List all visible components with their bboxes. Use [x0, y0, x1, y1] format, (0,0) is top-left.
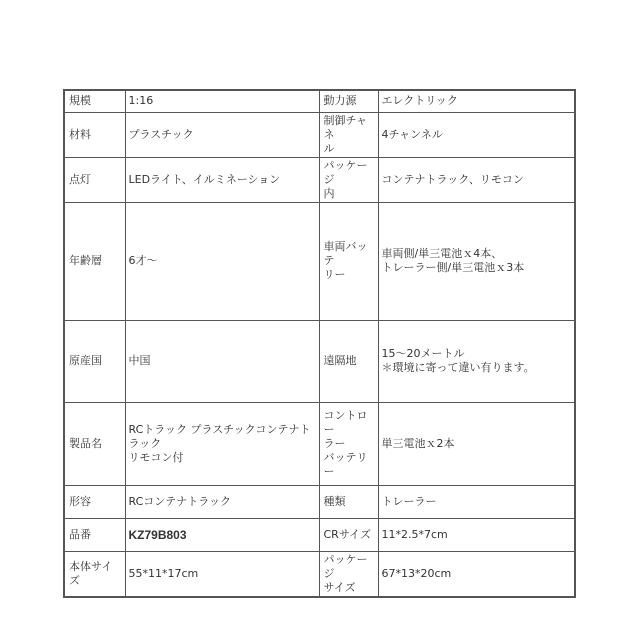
- power-source-label: 動力源: [319, 90, 378, 112]
- package-size-value: 67*13*20cm: [378, 551, 575, 597]
- table-row: [64, 112, 575, 157]
- type-label: 種類: [319, 485, 378, 518]
- cr-size-label: CRサイズ: [319, 518, 378, 551]
- control-channel-value: 4チャンネル: [378, 112, 575, 157]
- cr-size-value: 11*2.5*7cm: [378, 518, 575, 551]
- table-row: [64, 485, 575, 518]
- table-row: [64, 551, 575, 597]
- type-value: トレーラー: [378, 485, 575, 518]
- lighting-value: LEDライト、イルミネーション: [125, 157, 319, 202]
- material-label: 材料: [64, 112, 125, 157]
- description-value: RCコンテナトラック: [125, 485, 319, 518]
- control-channel-label: 制御チャネ ル: [319, 112, 378, 157]
- table-row: [64, 157, 575, 202]
- power-source-value: エレクトリック: [378, 90, 575, 112]
- product-name-label: 製品名: [64, 402, 125, 485]
- package-contents-label: パッケージ 内: [319, 157, 378, 202]
- controller-battery-label: コントロー ラー バッテリー: [319, 402, 378, 485]
- table-row: [64, 320, 575, 402]
- age-range-value: 6才～: [125, 202, 319, 320]
- material-value: プラスチック: [125, 112, 319, 157]
- product-name-value: RCトラック プラスチックコンテナトラック リモコン付: [125, 402, 319, 485]
- scale-label: 規模: [64, 90, 125, 112]
- table-row: [64, 202, 575, 320]
- remote-range-value: 15～20メートル ＊環境に寄って違い有ります。: [378, 320, 575, 402]
- package-size-label: パッケージ サイズ: [319, 551, 378, 597]
- body-size-label: 本体サイズ: [64, 551, 125, 597]
- lighting-label: 点灯: [64, 157, 125, 202]
- table-row: [64, 518, 575, 551]
- table-row: [64, 90, 575, 112]
- vehicle-battery-label: 車両バッテ リー: [319, 202, 378, 320]
- controller-battery-value: 単三電池ｘ2本: [378, 402, 575, 485]
- package-contents-value: コンテナトラック、リモコン: [378, 157, 575, 202]
- origin-country-label: 原産国: [64, 320, 125, 402]
- model-number-label: 品番: [64, 518, 125, 551]
- body-size-value: 55*11*17cm: [125, 551, 319, 597]
- remote-range-label: 遠隔地: [319, 320, 378, 402]
- description-label: 形容: [64, 485, 125, 518]
- product-spec-table: [63, 89, 576, 598]
- age-range-label: 年齢層: [64, 202, 125, 320]
- origin-country-value: 中国: [125, 320, 319, 402]
- table-row: [64, 402, 575, 485]
- model-number-value: KZ79B803: [125, 518, 319, 551]
- scale-value: 1:16: [125, 90, 319, 112]
- vehicle-battery-value: 車両側/単三電池ｘ4本、 トレーラー側/単三電池ｘ3本: [378, 202, 575, 320]
